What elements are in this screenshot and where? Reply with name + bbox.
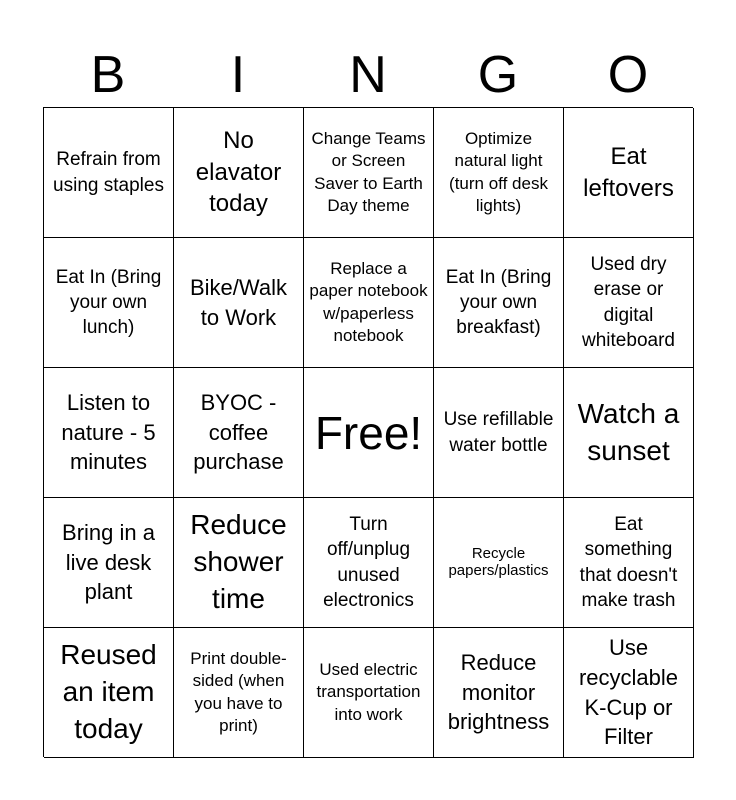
cell-text: Used dry erase or digital whiteboard <box>582 254 675 351</box>
cell-text: Bike/Walk to Work <box>190 274 287 330</box>
cell-text: Listen to nature - 5 minutes <box>61 389 156 475</box>
bingo-cell[interactable] <box>564 108 694 238</box>
bingo-header <box>43 44 693 106</box>
bingo-cell[interactable] <box>434 368 564 498</box>
bingo-cell[interactable] <box>564 238 694 368</box>
cell-text: Optimize natural light (turn off desk lights) <box>449 128 548 215</box>
cell-text: Change Teams or Screen Saver to Earth Day theme <box>311 128 426 215</box>
cell-text: Reused an item today <box>60 639 157 744</box>
bingo-cell[interactable] <box>564 498 694 628</box>
bingo-cell[interactable] <box>564 628 694 758</box>
bingo-cell[interactable] <box>44 498 174 628</box>
bingo-cell[interactable] <box>44 628 174 758</box>
bingo-cell[interactable] <box>304 108 434 238</box>
header-letter-o: O <box>607 46 649 104</box>
bingo-cell[interactable] <box>174 498 304 628</box>
cell-text: Bring in a live desk plant <box>62 519 155 605</box>
header-letter-g: G <box>477 46 519 104</box>
cell-text: Recycle papers/plastics <box>448 545 549 579</box>
bingo-cell[interactable] <box>434 498 564 628</box>
cell-text: Eat leftovers <box>583 142 674 202</box>
cell-text: Reduce monitor brightness <box>447 649 550 735</box>
cell-text: Print double-sided (when you have to print) <box>190 648 287 735</box>
header-letter-n: N <box>349 46 387 104</box>
cell-text: Used electric transportation into work <box>316 659 421 724</box>
bingo-cell[interactable] <box>44 368 174 498</box>
cell-text: Turn off/unplug unused electronics <box>323 514 414 611</box>
bingo-cell[interactable] <box>304 628 434 758</box>
bingo-cell[interactable] <box>564 368 694 498</box>
cell-text: Eat In (Bring your own lunch) <box>55 266 162 339</box>
header-letter-i: I <box>230 46 246 104</box>
cell-text: Watch a sunset <box>577 397 680 466</box>
bingo-cell[interactable] <box>174 108 304 238</box>
bingo-cell[interactable] <box>44 238 174 368</box>
bingo-cell[interactable] <box>434 238 564 368</box>
free-cell[interactable] <box>304 368 434 498</box>
bingo-cell[interactable] <box>44 108 174 238</box>
cell-text: No elavator today <box>195 126 282 218</box>
bingo-cell[interactable] <box>304 238 434 368</box>
bingo-cell[interactable] <box>434 108 564 238</box>
bingo-cell[interactable] <box>174 628 304 758</box>
cell-text: BYOC - coffee purchase <box>193 389 284 475</box>
cell-text: Free! <box>314 406 423 459</box>
header-letter-b: B <box>90 46 126 104</box>
cell-text: Use refillable water bottle <box>443 409 554 456</box>
bingo-board <box>43 107 693 757</box>
cell-text: Refrain from using staples <box>53 149 164 196</box>
bingo-cell[interactable] <box>434 628 564 758</box>
bingo-cell[interactable] <box>174 238 304 368</box>
cell-text: Eat In (Bring your own breakfast) <box>445 266 552 339</box>
cell-text: Reduce shower time <box>190 509 287 614</box>
bingo-cell[interactable] <box>304 498 434 628</box>
bingo-cell[interactable] <box>174 368 304 498</box>
cell-text: Use recyclable K-Cup or Filter <box>578 634 679 750</box>
cell-text: Eat something that doesn't make trash <box>579 514 678 611</box>
cell-text: Replace a paper notebook w/paperless notebook <box>309 258 428 345</box>
